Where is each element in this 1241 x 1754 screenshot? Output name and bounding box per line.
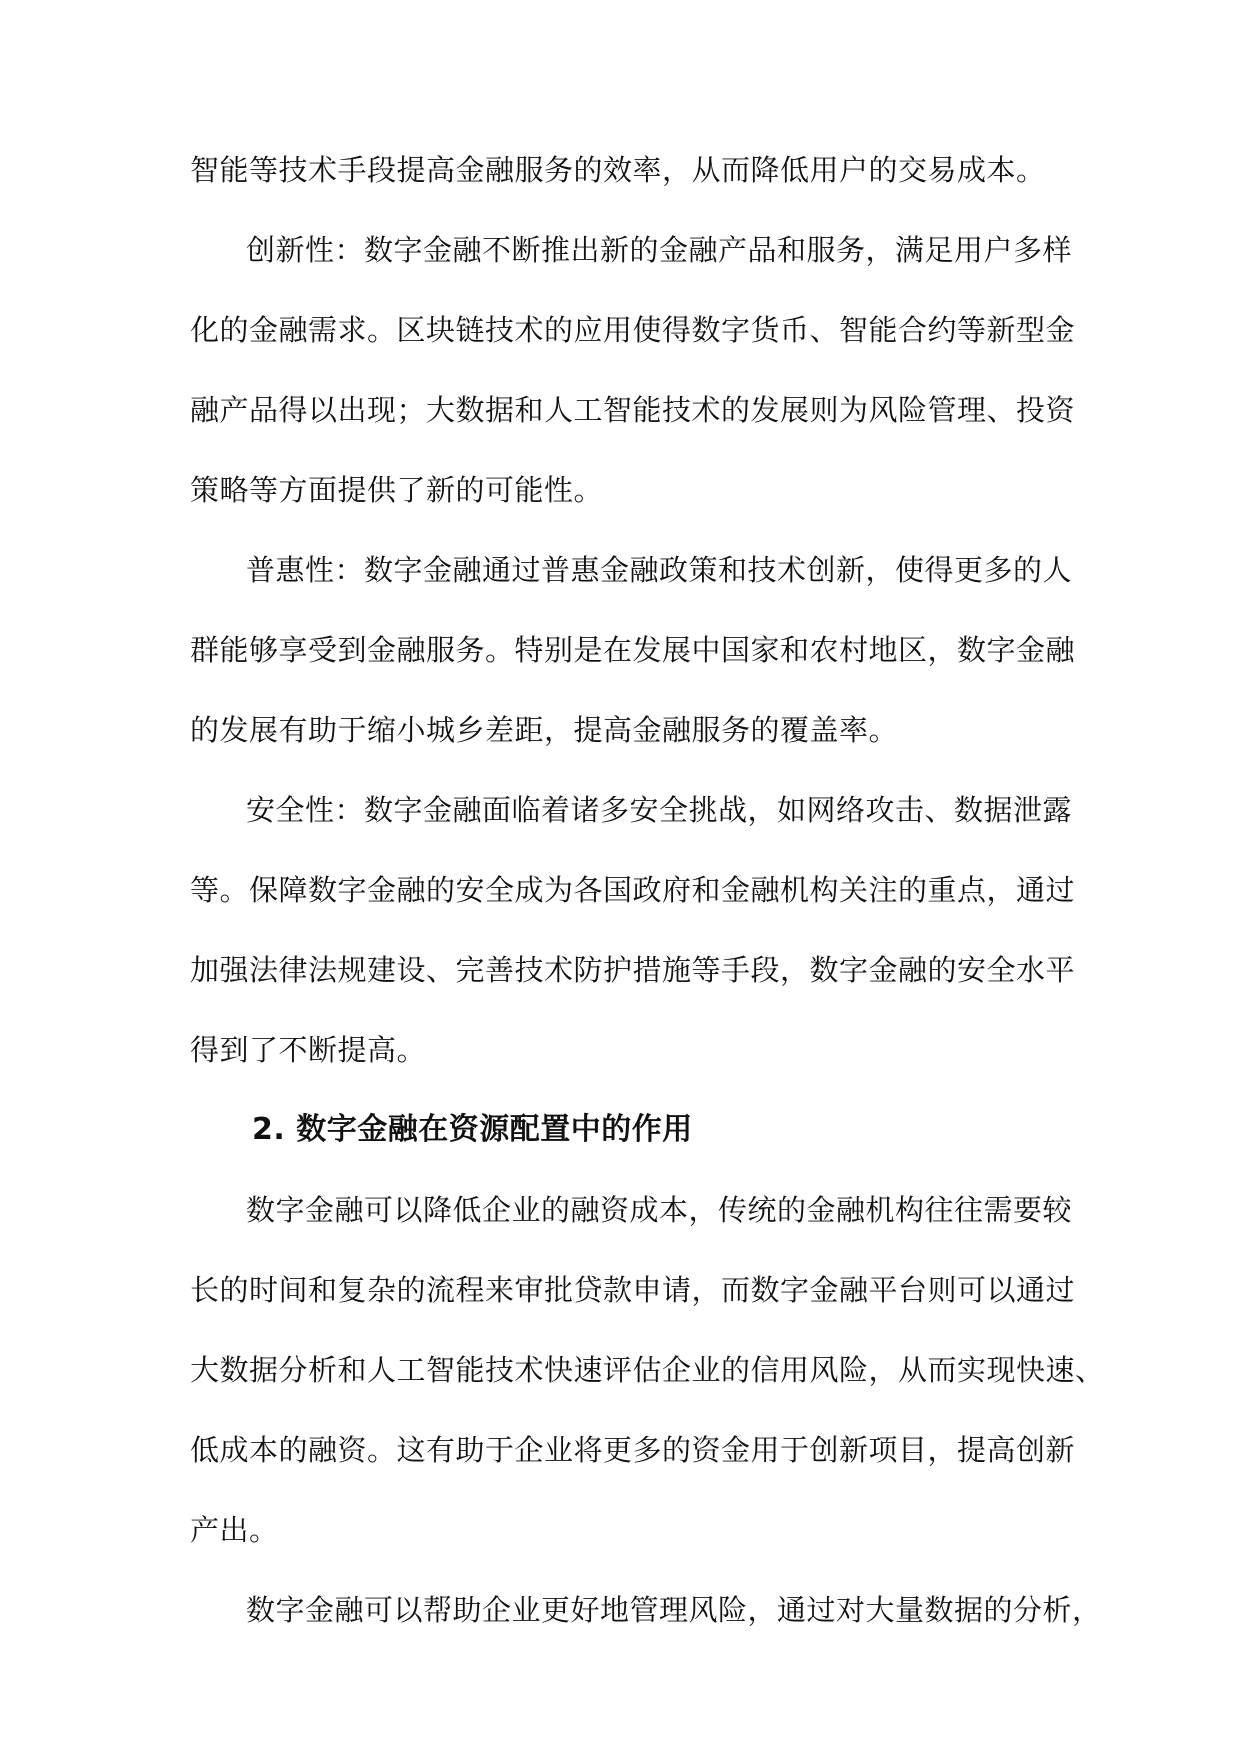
text-line: 策略等方面提供了新的可能性。 xyxy=(190,473,604,507)
text-line: 加强法律法规建设、完善技术防护措施等手段，数字金融的安全水平 xyxy=(190,953,1076,987)
text-line: 长的时间和复杂的流程来审批贷款申请，而数字金融平台则可以通过 xyxy=(190,1273,1076,1307)
text-line: 创新性：数字金融不断推出新的金融产品和服务，满足用户多样 xyxy=(246,233,1073,267)
text-line: 产出。 xyxy=(190,1513,279,1547)
text-line: 安全性：数字金融面临着诸多安全挑战，如网络攻击、数据泄露 xyxy=(246,793,1073,827)
text-line: 的发展有助于缩小城乡差距，提高金融服务的覆盖率。 xyxy=(190,713,899,747)
text-line: 大数据分析和人工智能技术快速评估企业的信用风险，从而实现快速、 xyxy=(190,1353,1105,1387)
text-line: 得到了不断提高。 xyxy=(190,1033,427,1067)
text-line: 等。保障数字金融的安全成为各国政府和金融机构关注的重点，通过 xyxy=(190,873,1076,907)
section-heading: 2. 数字金融在资源配置中的作用 xyxy=(252,1112,693,1147)
text-line: 融产品得以出现；大数据和人工智能技术的发展则为风险管理、投资 xyxy=(190,393,1076,427)
text-line: 数字金融可以降低企业的融资成本，传统的金融机构往往需要较 xyxy=(246,1193,1073,1227)
text-line: 化的金融需求。区块链技术的应用使得数字货币、智能合约等新型金 xyxy=(190,313,1076,347)
text-line: 智能等技术手段提高金融服务的效率，从而降低用户的交易成本。 xyxy=(190,153,1046,187)
text-line: 普惠性：数字金融通过普惠金融政策和技术创新，使得更多的人 xyxy=(246,553,1073,587)
text-line: 数字金融可以帮助企业更好地管理风险，通过对大量数据的分析， xyxy=(246,1593,1102,1627)
text-line: 低成本的融资。这有助于企业将更多的资金用于创新项目，提高创新 xyxy=(190,1433,1076,1467)
text-line: 群能够享受到金融服务。特别是在发展中国家和农村地区，数字金融 xyxy=(190,633,1076,667)
